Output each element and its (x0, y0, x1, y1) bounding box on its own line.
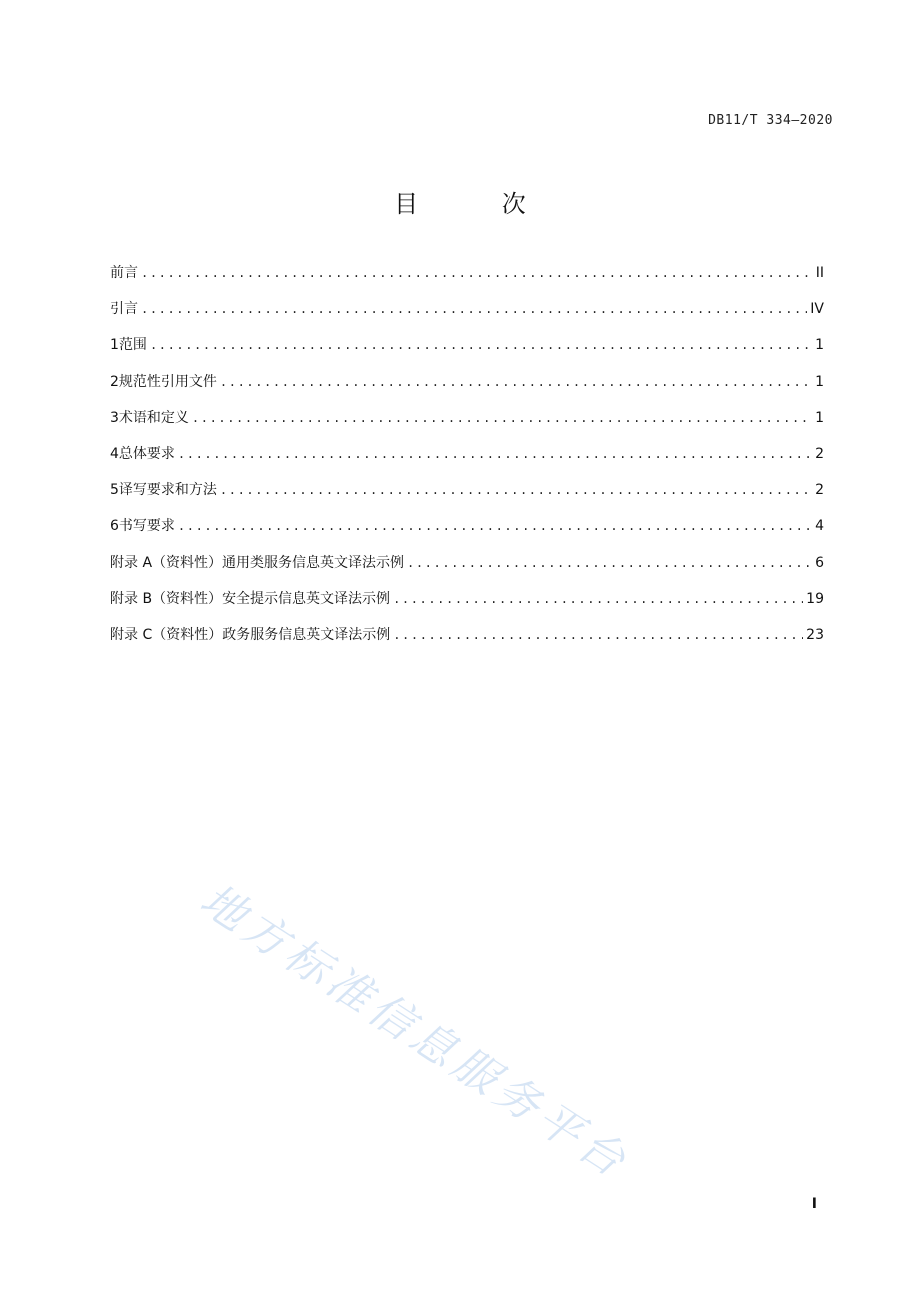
toc-dot-leader (150, 338, 811, 352)
toc-entry-title: 政务服务信息英文译法示例 (222, 626, 391, 643)
toc-entry-title: 总体要求 (118, 445, 175, 462)
toc-entry-page: 1 (815, 409, 824, 426)
toc-entry-title: 范围 (118, 337, 147, 354)
toc-annex-label: 附录 A（资料性） (110, 554, 223, 571)
toc-dot-leader (393, 592, 803, 606)
toc-entry-number: 1 (110, 337, 119, 354)
toc-dot-leader (141, 266, 811, 280)
toc-entry-writing-requirements[interactable] (110, 515, 824, 551)
toc-entry-number: 2 (110, 373, 119, 390)
toc-entry-number: 3 (110, 409, 119, 426)
toc-entry-number: 4 (110, 445, 119, 462)
toc-annex-label: 附录 C（资料性） (110, 626, 223, 643)
toc-dot-leader (141, 302, 807, 316)
toc-dot-leader (220, 483, 811, 497)
toc-entry-page: 2 (815, 445, 824, 462)
toc-entry-page: 23 (806, 626, 824, 643)
toc-entry-title: 安全提示信息英文译法示例 (222, 590, 391, 607)
standard-code: DB11/T 334—2020 (708, 113, 833, 128)
toc-entry-page: 19 (806, 590, 824, 607)
toc-entry-foreword[interactable] (110, 262, 824, 298)
toc-entry-page: 6 (815, 554, 824, 571)
toc-entry-page: II (815, 265, 824, 281)
toc-dot-leader (220, 375, 811, 389)
toc-entry-number: 5 (110, 482, 119, 499)
toc-entry-scope[interactable] (110, 334, 824, 370)
toc-dot-leader (178, 447, 811, 461)
watermark: 地方标准信息服务平台 (191, 874, 639, 1190)
toc-annex-label: 附录 B（资料性） (110, 590, 223, 607)
toc-entry-title: 通用类服务信息英文译法示例 (222, 554, 405, 571)
toc-dot-leader (407, 556, 811, 570)
toc-entry-introduction[interactable] (110, 298, 824, 334)
toc-entry-title: 前言 (110, 265, 138, 281)
toc-entry-title: 译写要求和方法 (118, 482, 217, 499)
toc-entry-translation-methods[interactable] (110, 479, 824, 515)
table-of-contents (110, 262, 824, 660)
toc-entry-general-requirements[interactable] (110, 443, 824, 479)
page-number: I (811, 1196, 817, 1212)
toc-entry-title: 引言 (110, 301, 138, 318)
toc-dot-leader (393, 628, 803, 642)
toc-entry-annex-a[interactable] (110, 552, 824, 588)
toc-entry-page: 1 (815, 373, 824, 390)
toc-dot-leader (192, 411, 811, 425)
toc-entry-page: 1 (815, 337, 824, 354)
toc-entry-page: 4 (815, 518, 824, 535)
toc-entry-title: 书写要求 (118, 518, 175, 535)
toc-entry-page: 2 (815, 482, 824, 499)
toc-entry-annex-b[interactable] (110, 588, 824, 624)
page-title: 目 次 (394, 190, 564, 218)
toc-entry-annex-c[interactable] (110, 624, 824, 660)
toc-entry-normative-references[interactable] (110, 371, 824, 407)
toc-entry-page: IV (810, 301, 824, 318)
toc-entry-title: 规范性引用文件 (118, 373, 217, 390)
toc-dot-leader (178, 519, 811, 533)
toc-entry-number: 6 (110, 518, 119, 535)
toc-entry-title: 术语和定义 (118, 409, 189, 426)
toc-entry-terms-definitions[interactable] (110, 407, 824, 443)
